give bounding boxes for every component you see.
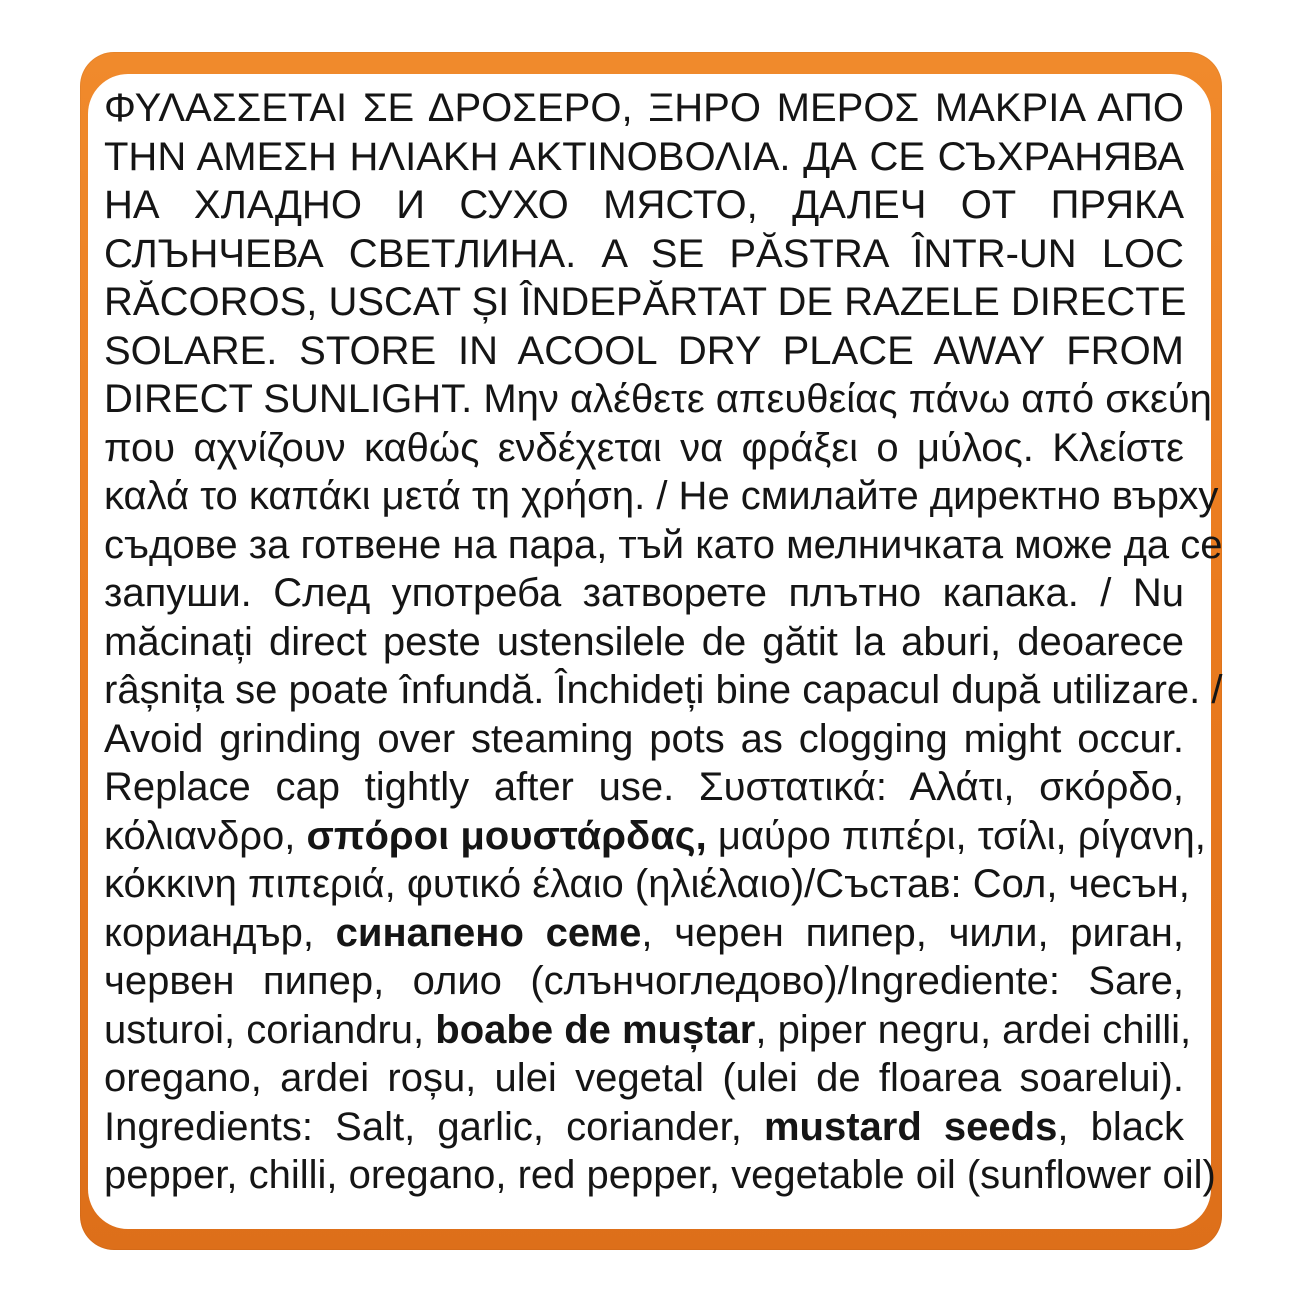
text-segment: râșnița se poate înfundă. Închideți bine capacul după utilizare. / (104, 668, 1223, 712)
allergen-highlight: boabe de muștar (435, 1007, 756, 1052)
allergen-highlight: σπόροι μουστάρδας, (306, 813, 707, 858)
text-segment: SOLARE. STORE IN ACOOL DRY PLACE AWAY FROM (104, 328, 1184, 373)
text-line (104, 715, 1184, 764)
text-segment: Replace cap tightly after use. Συστατικά: Αλάτι, σκόρδο, (104, 765, 1184, 809)
text-segment: червен пипер, олио (слънчогледово)/Ingrediente: Sare, (104, 959, 1184, 1003)
ingredients-text-block (104, 84, 1223, 1200)
text-line (104, 569, 1184, 618)
text-line (104, 327, 1184, 376)
text-line (104, 375, 1212, 424)
text-line (104, 521, 1223, 570)
text-line (104, 230, 1184, 279)
text-segment: , piper negru, ardei chilli, (755, 1007, 1192, 1052)
text-line (104, 812, 1206, 861)
text-segment: καλά το καπάκι μετά τη χρήση. / Не смилайте директно върху (104, 474, 1219, 518)
text-segment: запуши. След употреба затворете плътно капака. / Nu (104, 571, 1184, 615)
text-segment: кориандър, (104, 910, 336, 955)
text-segment: που αχνίζουν καθώς ενδέχεται να φράξει ο μύλος. Κλείστε (104, 425, 1184, 470)
text-line (104, 84, 1184, 133)
text-segment: Avoid grinding over steaming pots as clogging might occur. (104, 716, 1184, 761)
text-segment: Ingredients: Salt, garlic, coriander, (104, 1104, 764, 1149)
text-line (104, 763, 1184, 812)
text-line (104, 909, 1184, 958)
text-line (104, 957, 1184, 1006)
text-line (104, 860, 1190, 909)
text-segment: НА ХЛАДНО И СУХО МЯСТО, ДАЛЕЧ ОТ ПРЯКА (104, 183, 1184, 227)
text-line (104, 618, 1184, 667)
text-segment: , black (1057, 1104, 1184, 1149)
text-segment: DIRECT SUNLIGHT. Μην αλέθετε απευθείας πάνω από σκεύη (104, 377, 1212, 421)
text-segment: , черен пипер, чили, риган, (641, 910, 1185, 955)
text-line (104, 1151, 1216, 1200)
text-segment: ΤΗΝ ΑΜΕΣΗ ΗΛΙΑΚΗ ΑΚΤΙΝΟΒΟΛΙΑ. ДА СЕ СЪХРАНЯВА (104, 134, 1184, 179)
text-segment: κόλιανδρο, (104, 813, 307, 858)
text-segment: СЛЪНЧЕВА СВЕТЛИНА. A SE PĂSTRA ÎNTR-UN LOC (104, 231, 1184, 276)
text-line (104, 278, 1187, 327)
text-line (104, 133, 1184, 182)
allergen-highlight: mustard seeds (763, 1104, 1058, 1149)
text-line (104, 181, 1184, 230)
text-line (104, 666, 1223, 715)
text-segment: μαύρο πιπέρι, τσίλι, ρίγανη, (706, 813, 1206, 858)
text-segment: κόκκινη πιπεριά, φυτικό έλαιο (ηλιέλαιο)/Състав: Сол, чесън, (104, 862, 1190, 906)
allergen-highlight: синапено семе (335, 910, 642, 955)
text-line (104, 424, 1184, 473)
text-segment: măcinați direct peste ustensilele de gătit la aburi, deoarece (104, 619, 1184, 664)
text-segment: oregano, ardei roșu, ulei vegetal (ulei de floarea soarelui). (104, 1056, 1184, 1100)
text-segment: RĂCOROS, USCAT ȘI ÎNDEPĂRTAT DE RAZELE DIRECTE (104, 280, 1187, 324)
text-segment: pepper, chilli, oregano, red pepper, vegetable oil (sunflower oil) (104, 1153, 1216, 1197)
text-segment: съдове за готвене на пара, тъй като мелничката може да се (104, 522, 1223, 567)
text-segment: ΦΥΛΑΣΣΕΤΑΙ ΣΕ ΔΡΟΣΕΡΟ, ΞΗΡΟ ΜΕΡΟΣ ΜΑΚΡΙΑ ΑΠΟ (104, 86, 1184, 130)
text-line (104, 1006, 1192, 1055)
text-line (104, 472, 1219, 521)
text-segment: usturoi, coriandru, (104, 1007, 436, 1052)
text-line (104, 1103, 1184, 1152)
text-line (104, 1054, 1184, 1103)
